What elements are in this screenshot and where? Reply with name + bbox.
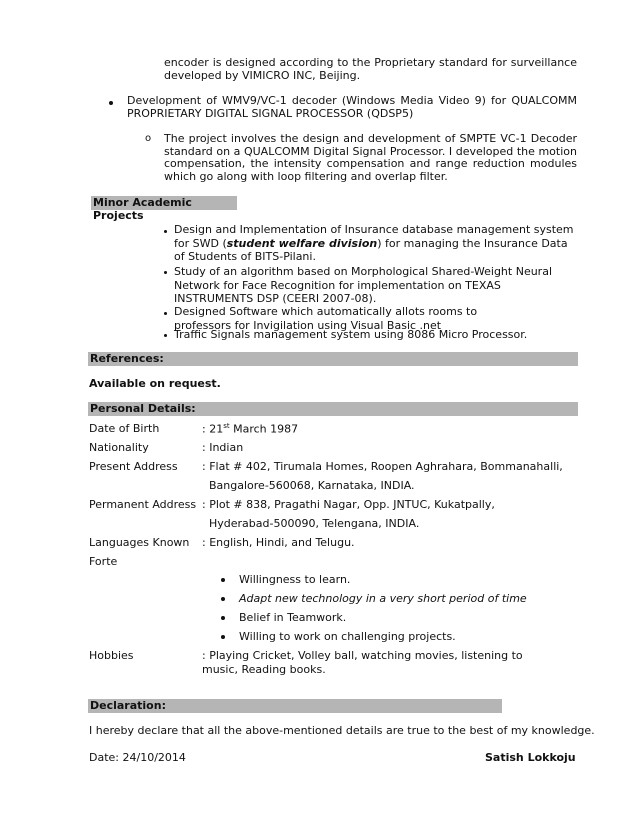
permanent-address-label: Permanent Address — [89, 498, 197, 511]
bullet-dot — [109, 101, 113, 105]
forte-item: Belief in Teamwork. — [239, 611, 347, 624]
dob-label: Date of Birth — [89, 422, 160, 435]
hobbies-value: : Playing Cricket, Volley ball, watching movies, listening to music, Reading books. — [202, 649, 523, 676]
nationality-value: : Indian — [202, 441, 244, 454]
permanent-address-line1: : Plot # 838, Pragathi Nagar, Opp. JNTUC, Kukatpally, — [202, 498, 495, 511]
declaration-date: Date: 24/10/2014 — [89, 751, 186, 764]
personal-details-heading: Personal Details: — [88, 402, 578, 416]
bullet-dot — [164, 271, 167, 274]
declaration-text: I hereby declare that all the above-mentioned details are true to the best of my knowledge. — [89, 724, 595, 737]
minor-project-3: Designed Software which automatically allots rooms to professors for Invigilation using Visual Basic .net — [174, 305, 478, 332]
references-heading: References: — [88, 352, 578, 366]
present-address-line1: : Flat # 402, Tirumala Homes, Roopen Aghrahara, Bommanahalli, — [202, 460, 563, 473]
signature-name: Satish Lokkoju — [485, 751, 576, 764]
references-text: Available on request. — [89, 377, 221, 390]
minor-project-4: Traffic Signals management system using 8086 Micro Processor. — [174, 328, 528, 341]
hobbies-label: Hobbies — [89, 649, 134, 662]
bullet-dot — [221, 616, 225, 620]
bullet-dot — [221, 578, 225, 582]
bullet-dot — [164, 230, 167, 233]
forte-item: Willing to work on challenging projects. — [239, 630, 456, 643]
languages-value: : English, Hindi, and Telugu. — [202, 536, 355, 549]
present-address-line2: Bangalore-560068, Karnataka, INDIA. — [209, 479, 415, 492]
dob-value: : 21st March 1987 — [202, 422, 299, 436]
forte-label: Forte — [89, 555, 118, 568]
forte-item: Adapt new technology in a very short period of time — [239, 592, 527, 605]
languages-label: Languages Known — [89, 536, 190, 549]
bullet-dot — [221, 597, 225, 601]
present-address-label: Present Address — [89, 460, 178, 473]
sub-bullet-marker: o — [145, 133, 152, 144]
declaration-heading: Declaration: — [88, 699, 502, 713]
bullet-dot — [164, 312, 167, 315]
minor-project-2: Study of an algorithm based on Morphological Shared-Weight Neural Network for Face Recognition for implementation on TEXAS INSTRUMENTS DSP (CEERI 2007-08). — [174, 265, 552, 305]
minor-project-1: Design and Implementation of Insurance database management system for SWD (student welfare division) for managing the Insurance Data of Students of BITS-Pilani. — [174, 223, 574, 263]
permanent-address-line2: Hyderabad-500090, Telengana, INDIA. — [209, 517, 420, 530]
nationality-label: Nationality — [89, 441, 149, 454]
bullet-dot — [164, 334, 167, 337]
encoder-paragraph: encoder is designed according to the Proprietary standard for surveillance developed by VIMICRO INC, Beijing. — [164, 56, 577, 82]
minor-projects-heading: Minor Academic Projects — [91, 196, 237, 210]
vc1-project-description: The project involves the design and development of SMPTE VC-1 Decoder standard on a QUALCOMM Digital Signal Processor. I developed the motion compensation, the intensity compensation and range reduction modules which go along with loop filtering and overlap filter. — [164, 132, 577, 183]
wmv-bullet-text: Development of WMV9/VC-1 decoder (Windows Media Video 9) for QUALCOMM PROPRIETARY DIGITAL SIGNAL PROCESSOR (QDSP5) — [127, 94, 577, 120]
forte-item: Willingness to learn. — [239, 573, 351, 586]
bullet-dot — [221, 635, 225, 639]
